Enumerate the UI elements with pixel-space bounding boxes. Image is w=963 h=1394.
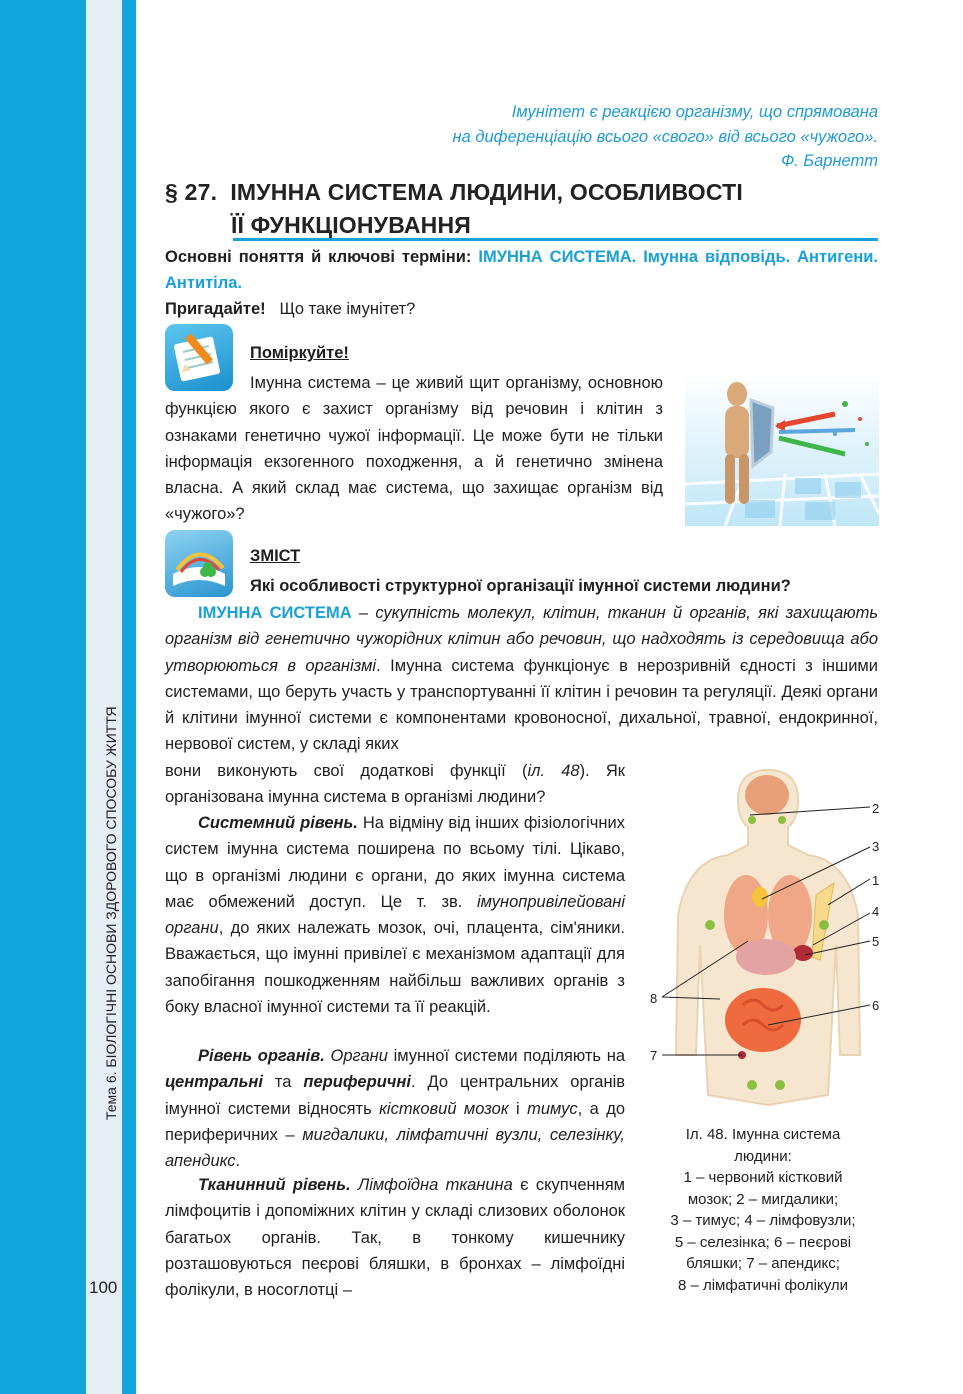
system-level-italic: імунопривілейовані органи xyxy=(165,892,625,938)
tissue-it: Лімфоїдна тканина xyxy=(350,1176,513,1194)
organ-level-paragraph xyxy=(165,1043,625,1174)
think-text xyxy=(165,370,663,528)
caption-line: людини: xyxy=(734,1147,792,1165)
terms-label: Основні поняття й ключові терміни: xyxy=(165,248,479,266)
label-1: 1 xyxy=(872,873,880,888)
system-level-text-2: , до яких належать мозок, очі, плацента, сім'яники. Вважається, що імунні привілеї є механізмом адаптації для запобігання пошкодженням найбільш важливих органів з боку власної імунної системи та її реакцій. xyxy=(165,919,625,1017)
organ-it: Органи xyxy=(324,1047,388,1065)
organ-t4: і xyxy=(508,1099,528,1118)
side-bar-gray xyxy=(86,0,122,1394)
think-body: Імунна система – це живий щит організму, основною функцією якого є захист організму від речовин і клітин з ознаками генетично чужої інформації. Це може бути не тільки інформація екзогенного походження, а й генетично змінена власна. А який склад має система, що захищає організм від «чужого»? xyxy=(165,374,663,524)
organ-i3: мигдалики, лімфатичні вузли, селезінку, апендикс xyxy=(165,1125,626,1171)
system-level-paragraph xyxy=(165,810,625,1020)
terms-main: ІМУННА СИСТЕМА. xyxy=(478,248,637,266)
organ-t3: . До центральних органів імунної системи відносять xyxy=(165,1073,625,1118)
organ-level-title: Рівень органів. xyxy=(198,1047,325,1065)
open-book-clover-icon xyxy=(165,530,233,597)
organ-central: центральні xyxy=(165,1073,263,1092)
organ-t5: , а до периферичних – xyxy=(165,1099,625,1144)
caption-line: 5 – селезінка; 6 – пеєрові xyxy=(674,1233,852,1251)
definition-term: ІМУННА СИСТЕМА xyxy=(198,604,352,622)
figure-ref: іл. 48 xyxy=(527,762,580,780)
definition-paragraph xyxy=(165,600,878,758)
definition-rest: . Імунна система функціонує в нерозривній єдності з іншими системами, що беруть участь у транспортуванні її клітин і речовин та регуляції. Деякі органи й клітини імунної системи є компонентами кровоносної, дихальної, травної, ендокринної, нервової систем, у складі яких xyxy=(165,656,878,754)
organ-t6: . xyxy=(235,1152,241,1171)
tissue-level-paragraph xyxy=(165,1172,625,1303)
remember-label: Пригадайте! xyxy=(165,300,266,318)
tissue-level-title: Тканинний рівень. xyxy=(198,1176,351,1194)
caption-line: 1 – червоний кістковий xyxy=(683,1169,843,1186)
organ-i2: тимус xyxy=(527,1099,578,1118)
remember-question: Що таке імунітет? xyxy=(279,300,416,318)
think-heading: Поміркуйте! xyxy=(250,344,349,362)
organ-t2: та xyxy=(262,1073,304,1092)
paragraph-continuation xyxy=(165,758,625,811)
organ-t1: імунної системи поділяють на xyxy=(387,1047,625,1065)
definition-text: – сукупність молекул, клітин, тканин й органів, які захищають організм від генетично чужорідних клітин або речовин, що надходять із середовища або утворюються в організмі xyxy=(165,604,878,675)
system-level-text-1: На відміну від інших фізіологічних систем імунна система поширена по всьому тілі. Цікаво, що в організмі людини є органи, до яких імунна система має обмежений доступ. Це т. зв. xyxy=(165,814,625,911)
label-7: 7 xyxy=(650,1048,658,1063)
epigraph-line-1: Імунітет є реакцією організму, що спрямована xyxy=(511,103,878,121)
key-terms xyxy=(165,244,878,297)
label-8: 8 xyxy=(650,991,658,1006)
label-4: 4 xyxy=(872,904,880,919)
caption-line: мозок; 2 – мигдалики; xyxy=(687,1190,839,1208)
system-level-title: Системний рівень. xyxy=(198,814,358,832)
title-underline xyxy=(233,238,878,241)
caption-line: Іл. 48. Імунна система xyxy=(685,1126,841,1143)
figure-caption xyxy=(640,1124,886,1296)
title-line-2: ЇЇ ФУНКЦІОНУВАННЯ xyxy=(231,212,472,238)
content-heading: ЗМІСТ xyxy=(250,547,301,565)
immune-system-figure xyxy=(648,765,888,1125)
content-question: Які особливості структурної організації імунної системи людини? xyxy=(250,577,791,595)
remember-line xyxy=(165,296,415,322)
caption-line: 8 – лімфатичні фолікули xyxy=(677,1276,849,1294)
label-6: 6 xyxy=(872,998,880,1013)
side-bar-blue-inner xyxy=(122,0,136,1394)
epigraph xyxy=(380,100,878,174)
continuation-b: ). Як організована імунна система в організмі людини? xyxy=(165,762,625,807)
section-title xyxy=(165,176,885,242)
tissue-text: є скупченням лімфоцитів і допоміжних клітин у складі слизових оболонок багатьох органів. Так, в тонкому кишечнику розташовуються пеєрові бляшки, в бронхах – лімфоїдні фолікули, в носоглотці – xyxy=(165,1176,626,1300)
epigraph-author: Ф. Барнетт xyxy=(781,152,878,170)
terms-others: Імунна відповідь. Антигени. Антитіла. xyxy=(165,248,878,293)
title-line-1: § 27. ІМУННА СИСТЕМА ЛЮДИНИ, ОСОБЛИВОСТІ xyxy=(165,179,743,205)
topic-label: Тема 6. БІОЛОГІЧНІ ОСНОВИ ЗДОРОВОГО СПОСОБУ ЖИТТЯ xyxy=(103,706,119,1120)
epigraph-line-2: на диференціацію всього «свого» від всього «чужого». xyxy=(452,127,878,146)
label-5: 5 xyxy=(872,934,880,949)
continuation-a: вони виконують свої додаткові функції ( xyxy=(165,762,528,780)
organ-peripheral: периферичні xyxy=(303,1073,411,1092)
side-bar-blue xyxy=(0,0,86,1394)
page-number: 100 xyxy=(89,1278,118,1297)
label-3: 3 xyxy=(872,839,880,854)
caption-line: 3 – тимус; 4 – лімфовузли; xyxy=(670,1212,856,1229)
label-2: 2 xyxy=(872,801,880,816)
organ-i1: кістковий мозок xyxy=(379,1099,509,1118)
caption-line: бляшки; 7 – апендикс; xyxy=(686,1255,840,1272)
shield-figure-image xyxy=(685,374,879,526)
